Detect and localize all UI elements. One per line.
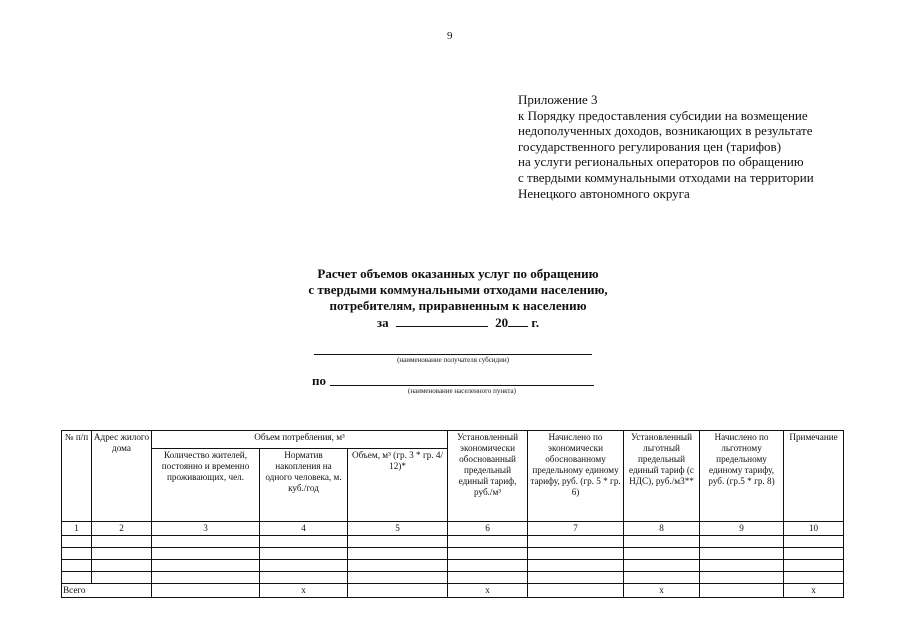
period-suffix: г. (531, 315, 540, 330)
header-accrued-econ: Начислено по экономически обоснованному предельному единому тарифу, руб. (гр. 5 * гр. 6) (528, 431, 624, 522)
appendix-line: с твердыми коммунальными отходами на территории (518, 169, 814, 185)
table-cell[interactable] (624, 548, 700, 560)
table-cell[interactable] (528, 548, 624, 560)
title-line: Расчет объемов оказанных услуг по обращению (317, 266, 599, 281)
total-row (62, 584, 844, 598)
locality-caption: (наименование населенного пункта) (408, 387, 516, 395)
column-number: 7 (528, 522, 624, 536)
column-number: 4 (260, 522, 348, 536)
table-cell[interactable] (700, 548, 784, 560)
recipient-line[interactable] (314, 354, 592, 355)
total-cell: x (260, 584, 348, 598)
table-cell[interactable] (700, 560, 784, 572)
header-note: Примечание (784, 431, 844, 522)
table-cell[interactable] (92, 560, 152, 572)
total-cell (152, 584, 260, 598)
table-cell[interactable] (260, 560, 348, 572)
appendix-line: государственного регулирования цен (тарифов) (518, 138, 782, 154)
table-cell[interactable] (152, 572, 260, 584)
table-cell[interactable] (624, 572, 700, 584)
table-cell[interactable] (700, 536, 784, 548)
table-cell[interactable] (624, 536, 700, 548)
table-cell[interactable] (700, 572, 784, 584)
title-line: потребителям, приравненным к населению (329, 298, 587, 313)
header-econ-tariff: Установленный экономически обоснованный предельный единый тариф, руб./м³ (448, 431, 528, 522)
table-row[interactable] (62, 572, 844, 584)
period-year-prefix: 20 (495, 315, 509, 330)
column-number: 9 (700, 522, 784, 536)
header-residents: Количество жителей, постоянно и временно проживающих, чел. (152, 449, 260, 522)
total-cell: x (624, 584, 700, 598)
table-cell[interactable] (92, 548, 152, 560)
appendix-line: Приложение 3 (518, 92, 598, 107)
title-line: с твердыми коммунальными отходами населению, (308, 282, 608, 297)
total-cell (528, 584, 624, 598)
table-cell[interactable] (260, 536, 348, 548)
table-row[interactable] (62, 560, 844, 572)
table-cell[interactable] (348, 548, 448, 560)
appendix-line: на услуги региональных операторов по обращению (518, 154, 804, 170)
table-cell[interactable] (528, 560, 624, 572)
appendix-line: Ненецкого автономного округа (518, 185, 690, 201)
appendix-block (518, 92, 814, 201)
header-address: Адрес жилого дома (92, 431, 152, 522)
appendix-line: к Порядку предоставления субсидии на возмещение (518, 107, 808, 123)
table-cell[interactable] (260, 572, 348, 584)
table-cell[interactable] (784, 572, 844, 584)
table-cell[interactable] (348, 572, 448, 584)
locality-line[interactable] (330, 385, 594, 386)
table-cell[interactable] (152, 560, 260, 572)
total-cell: x (784, 584, 844, 598)
appendix-line: недополученных доходов, возникающих в результате (518, 123, 813, 139)
column-number: 5 (348, 522, 448, 536)
period-blank[interactable] (396, 314, 488, 327)
page-number: 9 (447, 30, 453, 42)
table-row[interactable] (62, 548, 844, 560)
calculation-table (61, 430, 844, 598)
header-accrued-pref: Начислено по льготному предельному единому тарифу, руб. (гр.5 * гр. 8) (700, 431, 784, 522)
document-title (200, 266, 716, 331)
column-number: 10 (784, 522, 844, 536)
period-prefix: за (376, 315, 389, 330)
column-number: 8 (624, 522, 700, 536)
table-row[interactable] (62, 536, 844, 548)
table-cell[interactable] (152, 548, 260, 560)
table-cell[interactable] (784, 548, 844, 560)
total-cell (700, 584, 784, 598)
table-cell[interactable] (448, 572, 528, 584)
recipient-caption: (наименование получателя субсидии) (397, 356, 509, 364)
table-cell[interactable] (624, 560, 700, 572)
total-cell (348, 584, 448, 598)
table-cell[interactable] (348, 536, 448, 548)
header-no: № п/п (62, 431, 92, 522)
table-cell[interactable] (62, 572, 92, 584)
table-cell[interactable] (784, 560, 844, 572)
table-cell[interactable] (92, 536, 152, 548)
table-cell[interactable] (528, 536, 624, 548)
column-number: 2 (92, 522, 152, 536)
table-cell[interactable] (528, 572, 624, 584)
column-number-row (62, 522, 844, 536)
table-cell[interactable] (784, 536, 844, 548)
total-cell: x (448, 584, 528, 598)
year-blank[interactable] (508, 314, 528, 327)
table-cell[interactable] (152, 536, 260, 548)
total-label: Всего (62, 584, 152, 598)
column-number: 6 (448, 522, 528, 536)
column-number: 3 (152, 522, 260, 536)
header-volume-group: Объем потребления, м³ (152, 431, 448, 449)
table-cell[interactable] (348, 560, 448, 572)
period-line (200, 314, 716, 331)
table-cell[interactable] (448, 560, 528, 572)
table-cell[interactable] (448, 536, 528, 548)
header-pref-tariff: Установленный льготный предельный единый тариф (с НДС), руб./м3** (624, 431, 700, 522)
table-cell[interactable] (92, 572, 152, 584)
table-cell[interactable] (62, 536, 92, 548)
header-norm: Норматив накопления на одного человека, м. куб./год (260, 449, 348, 522)
locality-label: по (312, 373, 326, 388)
table-cell[interactable] (448, 548, 528, 560)
column-number: 1 (62, 522, 92, 536)
table-cell[interactable] (62, 548, 92, 560)
table-cell[interactable] (260, 548, 348, 560)
header-volume: Объем, м³ (гр. 3 * гр. 4/ 12)* (348, 449, 448, 522)
table-cell[interactable] (62, 560, 92, 572)
